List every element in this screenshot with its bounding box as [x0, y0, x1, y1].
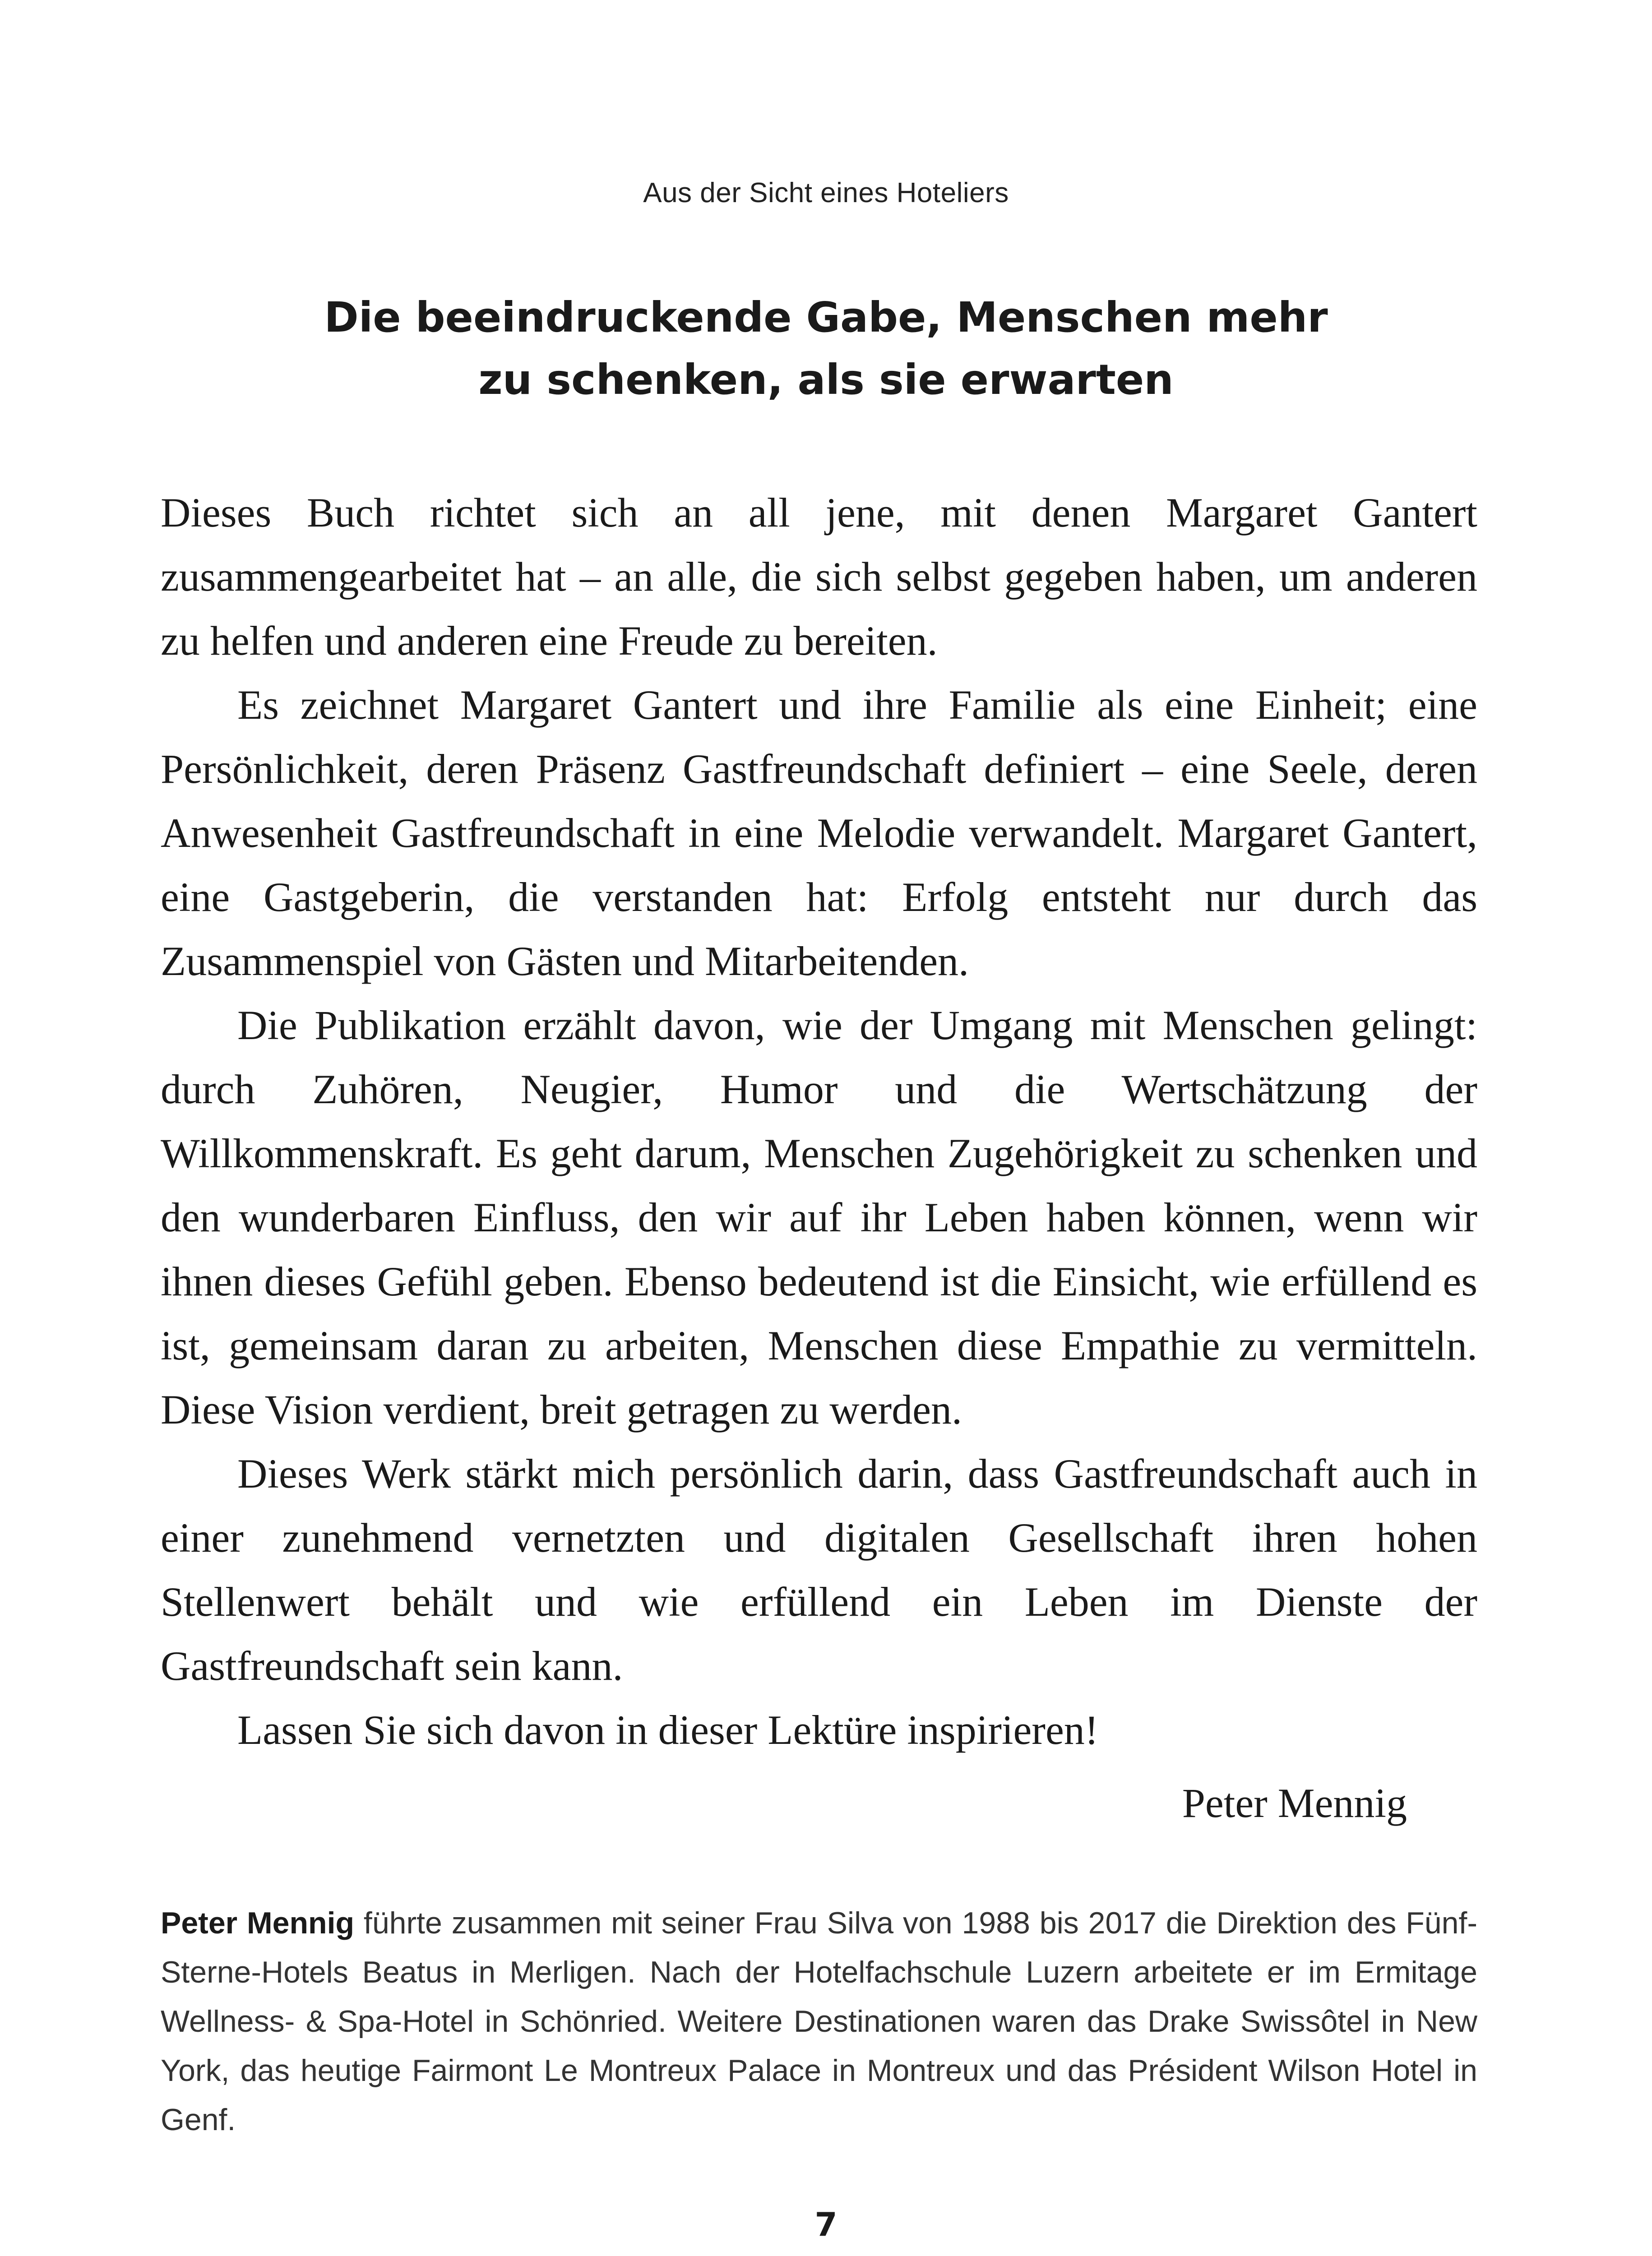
page-title-line-2: zu schenken, als sie erwarten [478, 356, 1174, 404]
body-text [161, 481, 1477, 1762]
author-bio [161, 1899, 1477, 2145]
body-paragraph-3: Die Publikation erzählt davon, wie der Umgang mit Menschen gelingt: durch Zuhören, Neugier, Humor und die Wertschätzung der Willkommenskraft. Es geht darum, Menschen Zugehörigkeit zu schenken und den wunderbaren Einfluss, den wir auf ihr Leben haben können, wenn wir ihnen dieses Gefühl geben. Ebenso bedeutend ist die Einsicht, wie erfüllend es ist, gemeinsam daran zu arbeiten, Menschen diese Empathie zu vermitteln. Diese Vision verdient, breit getragen zu werden. [161, 1002, 1477, 1433]
author-bio-name: Peter Mennig [161, 1906, 354, 1940]
section-kicker: Aus der Sicht eines Hoteliers [643, 177, 1009, 208]
body-paragraph-2: Es zeichnet Margaret Gantert und ihre Familie als eine Einheit; eine Persönlichkeit, deren Präsenz Gastfreundschaft definiert – eine Seele, deren Anwesenheit Gastfreundschaft in eine Melodie verwandelt. Margaret Gantert, eine Gastgeberin, die verstanden hat: Erfolg entsteht nur durch das Zusammenspiel von Gästen und Mitarbeitenden. [161, 682, 1477, 984]
page-number: 7 [814, 2205, 838, 2243]
body-paragraph-4: Dieses Werk stärkt mich persönlich darin, dass Gastfreundschaft auch in einer zunehmend vernetzten und digitalen Gesellschaft ihren hohen Stellenwert behält und wie erfüllend ein Leben im Dienste der Gastfreundschaft sein kann. [161, 1451, 1477, 1689]
author-signature: Peter Mennig [1182, 1780, 1407, 1826]
page-title-line-1: Die beeindruckende Gabe, Menschen mehr [324, 293, 1328, 342]
body-paragraph-5: Lassen Sie sich davon in dieser Lektüre inspirieren! [237, 1707, 1099, 1753]
author-bio-text: führte zusammen mit seiner Frau Silva von 1988 bis 2017 die Direktion des Fünf-Sterne-Hotels Beatus in Merligen. Nach der Hotelfachschule Luzern arbeitete er im Ermitage Wellness- & Spa-Hotel in Schönried. Weitere Destinationen waren das Drake Swissôtel in New York, das heutige Fairmont Le Montreux Palace in Montreux und das Président Wilson Hotel in Genf. [161, 1906, 1477, 2137]
body-paragraph-1: Dieses Buch richtet sich an all jene, mit denen Margaret Gantert zusammengearbeitet hat – an alle, die sich selbst gegeben haben, um anderen zu helfen und anderen eine Freude zu bereiten. [161, 490, 1477, 664]
page-title [0, 287, 1652, 411]
